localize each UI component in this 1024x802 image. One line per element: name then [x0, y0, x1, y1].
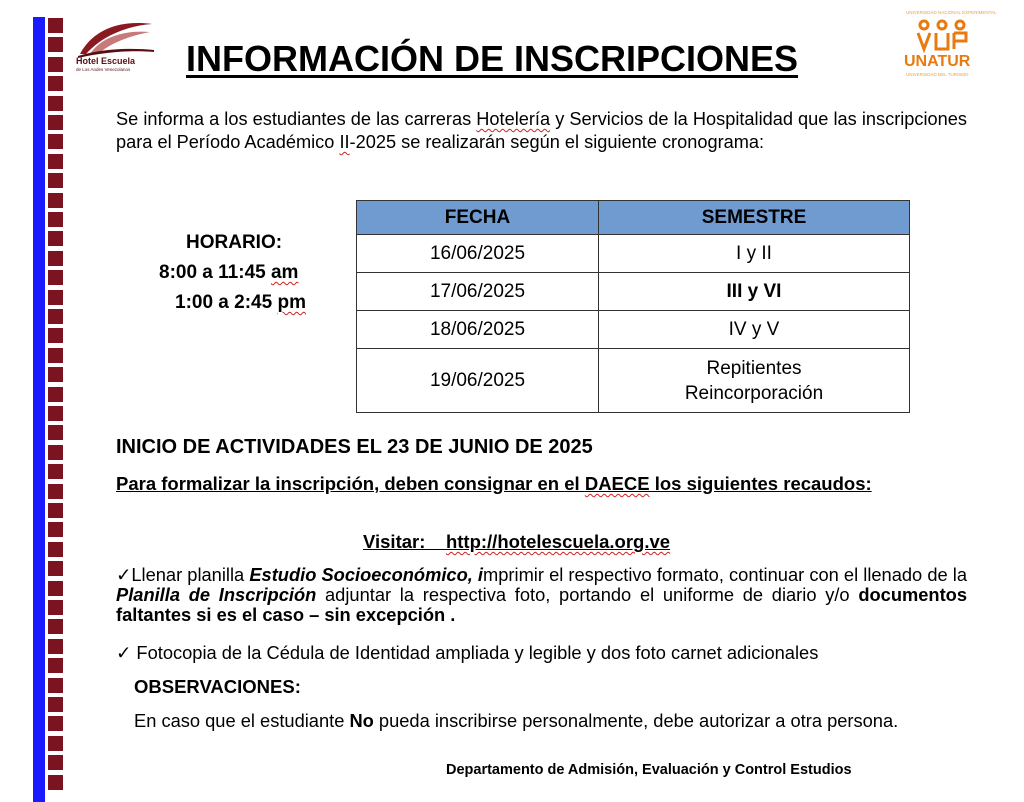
border-square: [48, 134, 63, 149]
border-square: [48, 251, 63, 266]
border-square: [48, 736, 63, 751]
table-row: [357, 273, 910, 311]
horario-slot-morning: 8:00 a 11:45 am: [159, 262, 299, 283]
visit-line[interactable]: Visitar: http://hotelescuela.org.ve: [363, 531, 671, 552]
border-square: [48, 231, 63, 246]
border-square: [48, 309, 63, 324]
hotel-escuela-logo: [76, 14, 176, 76]
unatur-bottom-text: UNIVERSIDAD DEL TURISMO: [906, 72, 969, 77]
border-square: [48, 57, 63, 72]
border-square: [48, 639, 63, 654]
border-square: [48, 542, 63, 557]
observaciones-text: En caso que el estudiante No pueda inscribirse personalmente, debe autorizar a otra persona.: [134, 710, 899, 731]
schedule-table: [356, 200, 910, 413]
border-square: [48, 367, 63, 382]
border-square: [48, 37, 63, 52]
cell-semestre: I y II: [599, 235, 910, 273]
border-square: [48, 716, 63, 731]
border-square: [48, 697, 63, 712]
border-square: [48, 212, 63, 227]
cell-semestre: Repitientes Reincorporación: [599, 349, 910, 413]
formalize-instruction: Para formalizar la inscripción, deben consignar en el DAECE los siguientes recaudos:: [116, 473, 872, 494]
cell-fecha: 19/06/2025: [357, 349, 599, 413]
schedule-header-row: [357, 201, 910, 235]
check-icon: ✓: [116, 564, 132, 585]
table-row: [357, 235, 910, 273]
hotel-escuela-swoosh-icon: [76, 14, 156, 58]
border-square: [48, 581, 63, 596]
unatur-figures-icon: [914, 19, 970, 53]
cell-fecha: 18/06/2025: [357, 311, 599, 349]
border-square: [48, 775, 63, 790]
border-square: [48, 348, 63, 363]
border-square: [48, 425, 63, 440]
hotel-escuela-brand: Hotel Escuela: [76, 56, 136, 66]
requirement-item-2: ✓ Fotocopia de la Cédula de Identidad ampliada y legible y dos foto carnet adicionales: [116, 642, 819, 663]
page-border-strip: [33, 17, 45, 802]
hotel-escuela-subtitle: de Los Andes Venezolanos: [76, 67, 131, 72]
border-square: [48, 96, 63, 111]
border-square: [48, 561, 63, 576]
horario-slot-afternoon: 1:00 a 2:45 pm: [175, 292, 306, 313]
border-square: [48, 328, 63, 343]
border-square: [48, 154, 63, 169]
spell-word-hoteleria: Hotelería: [476, 109, 551, 129]
cell-fecha: 16/06/2025: [357, 235, 599, 273]
cell-semestre: III y VI: [599, 273, 910, 311]
border-square: [48, 406, 63, 421]
website-link: http://hotelescuela.org.ve: [445, 531, 671, 552]
border-square: [48, 76, 63, 91]
check-icon: ✓: [116, 642, 132, 663]
border-square: [48, 658, 63, 673]
border-square: [48, 503, 63, 518]
header-fecha: FECHA: [357, 201, 599, 235]
horario-block: [150, 228, 335, 318]
border-square: [48, 445, 63, 460]
border-square: [48, 290, 63, 305]
page-border-squares: [48, 18, 65, 802]
unatur-name: UNATUR: [904, 53, 971, 70]
border-square: [48, 115, 63, 130]
table-row: [357, 311, 910, 349]
border-square: [48, 193, 63, 208]
border-square: [48, 484, 63, 499]
border-square: [48, 755, 63, 770]
border-square: [48, 678, 63, 693]
spell-word-ii: II: [339, 132, 350, 152]
border-square: [48, 600, 63, 615]
intro-paragraph: Se informa a los estudiantes de las carreras Hotelería y Servicios de la Hospitalidad que las inscripciones para el Período Académico II-2025 se realizarán según el siguiente cronograma:: [116, 109, 967, 152]
horario-label: HORARIO:: [186, 232, 283, 253]
observaciones-heading: OBSERVACIONES:: [134, 676, 301, 697]
unatur-top-text: UNIVERSIDAD NACIONAL EXPERIMENTAL: [906, 10, 997, 15]
cell-semestre: IV y V: [599, 311, 910, 349]
table-row: [357, 349, 910, 413]
border-square: [48, 464, 63, 479]
inicio-actividades-heading: INICIO DE ACTIVIDADES EL 23 DE JUNIO DE 2025: [116, 436, 593, 458]
border-square: [48, 173, 63, 188]
cell-fecha: 17/06/2025: [357, 273, 599, 311]
border-square: [48, 270, 63, 285]
border-square: [48, 387, 63, 402]
border-square: [48, 18, 63, 33]
requirement-item-1: ✓Llenar planilla Estudio Socioeconómico, imprimir el respectivo formato, continuar con el llenado de la Planilla de Inscripción adjuntar la respectiva foto, portando el uniforme de diario y/o documentos faltantes si es el caso – sin excepción .: [116, 564, 968, 625]
unatur-logo: [900, 10, 997, 80]
border-square: [48, 522, 63, 537]
header-semestre: SEMESTRE: [599, 201, 910, 235]
page-title: INFORMACIÓN DE INSCRIPCIONES: [186, 38, 799, 79]
border-square: [48, 619, 63, 634]
department-signature: Departamento de Admisión, Evaluación y Control Estudios: [446, 762, 852, 778]
